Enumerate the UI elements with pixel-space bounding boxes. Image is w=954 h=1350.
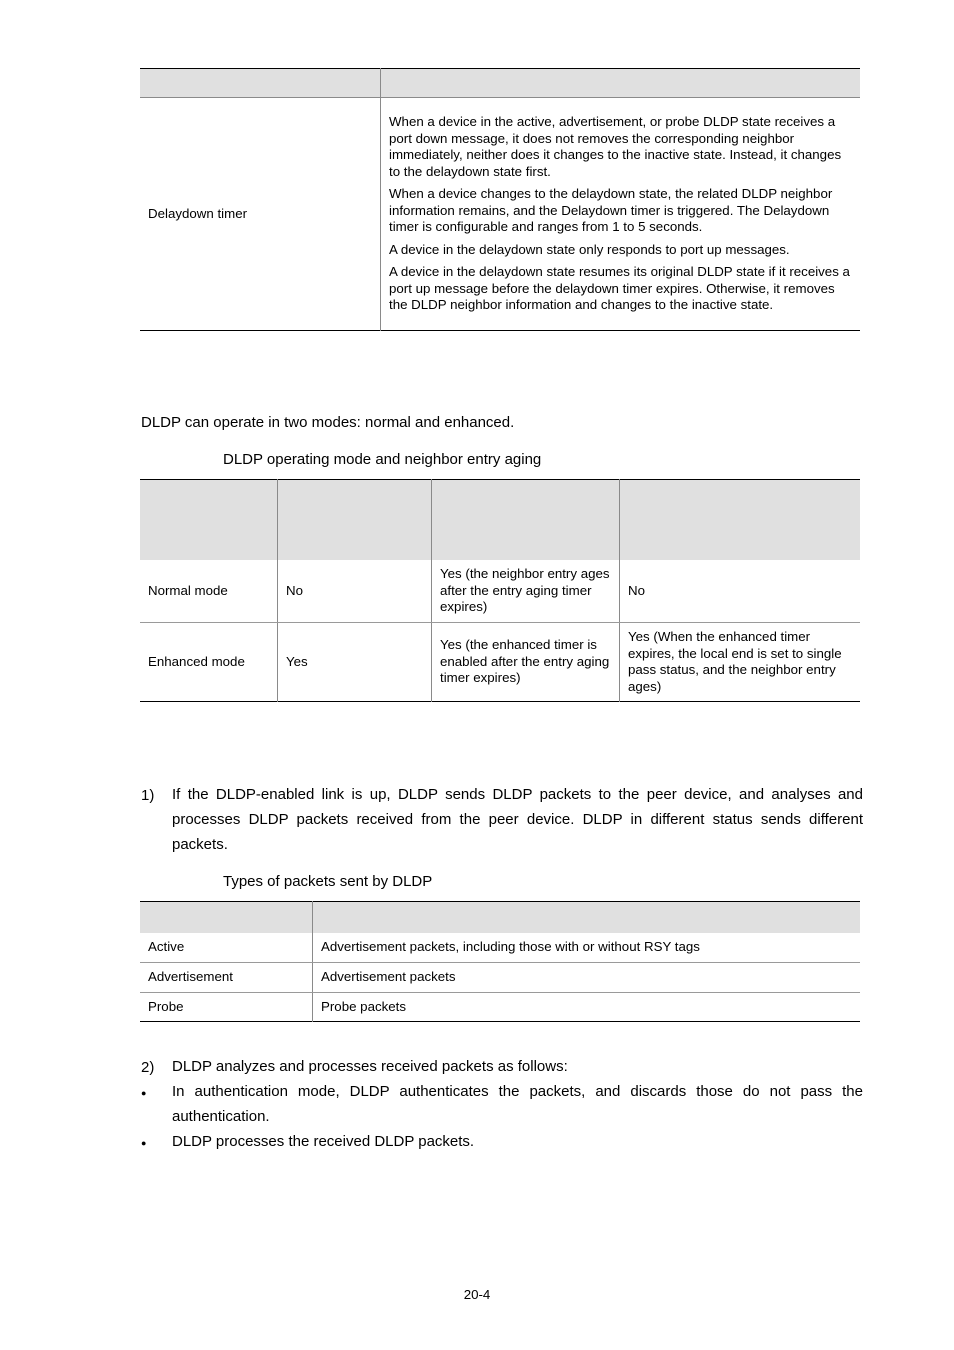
table-cell: No [620,560,861,623]
header-cell [381,69,861,98]
table-cell: Yes [278,623,432,702]
delaydown-timer-table [140,68,860,331]
packet-cell: Advertisement packets [313,963,861,993]
header-cell [313,902,861,933]
table-cell: Yes (the enhanced timer is enabled after the entry aging timer expires) [432,623,620,702]
table-header-row [140,480,860,560]
description-paragraph: A device in the delaydown state resumes its original DLDP state if it receives a port up message before the delaydown timer expires. Otherwise, it removes the DLDP neighbor information and changes to the inactive state. [389,264,850,313]
list-number: 1) [141,787,155,804]
list-item-text: DLDP analyzes and processes received packets as follows: [172,1058,568,1075]
table-caption: Types of packets sent by DLDP [223,873,433,890]
table-row [140,993,860,1022]
table-header-row [140,69,860,98]
intro-paragraph: DLDP can operate in two modes: normal and enhanced. [141,414,515,431]
description-paragraph: A device in the delaydown state only responds to port up messages. [389,241,790,257]
header-cell [620,480,861,560]
status-cell: Advertisement [140,963,313,993]
header-cell [140,480,278,560]
status-cell: Probe [140,993,313,1022]
description-paragraph: When a device in the active, advertisement, or probe DLDP state receives a port down message, it does not removes the corresponding neighbor immediately, neither does it changes to the inactive state. Instead, it changes to the delaydown state first. [389,114,842,179]
packet-cell: Probe packets [321,998,407,1014]
table-cell: Yes (the neighbor entry ages after the entry aging timer expires) [432,560,620,623]
bullet-item-text: DLDP processes the received DLDP packets. [172,1133,475,1150]
table-header-row [140,902,860,933]
mode-cell: Enhanced mode [140,623,278,702]
table-row [140,560,860,623]
header-cell [432,480,620,560]
bullet-icon: ● [141,1138,147,1148]
header-cell [278,480,432,560]
delaydown-description [381,98,861,331]
table-row [140,933,860,963]
packet-cell: Advertisement packets, including those with or without RSY tags [313,933,861,963]
header-cell [140,69,381,98]
row-label-delaydown-timer: Delaydown timer [140,98,381,331]
description-paragraph: When a device changes to the delaydown state, the related DLDP neighbor information remains, and the Delaydown timer is triggered. The Delaydown timer is configurable and ranges from 1 to 5 seconds. [389,186,833,235]
header-cell [140,902,313,933]
list-number: 2) [141,1059,155,1076]
table-cell: Yes (When the enhanced timer expires, the local end is set to single pass status, and the neighbor entry ages) [628,629,842,694]
list-item-text: If the DLDP-enabled link is up, DLDP sends DLDP packets to the peer device, and analyses and processes DLDP packets received from the peer device. DLDP in different status sends different packets. [172,786,863,853]
bullet-icon: ● [141,1088,147,1098]
operating-mode-table [140,479,860,702]
table-caption: DLDP operating mode and neighbor entry aging [223,451,542,468]
table-row [140,963,860,993]
bullet-item-text: In authentication mode, DLDP authenticates the packets, and discards those do not pass the authentication. [172,1083,863,1125]
table-row [140,623,860,702]
page-number: 20-4 [463,1287,491,1302]
status-cell: Active [140,933,313,963]
table-row [140,98,860,331]
packet-types-table [140,901,860,1022]
mode-cell: Normal mode [140,560,278,623]
table-cell: No [278,560,432,623]
